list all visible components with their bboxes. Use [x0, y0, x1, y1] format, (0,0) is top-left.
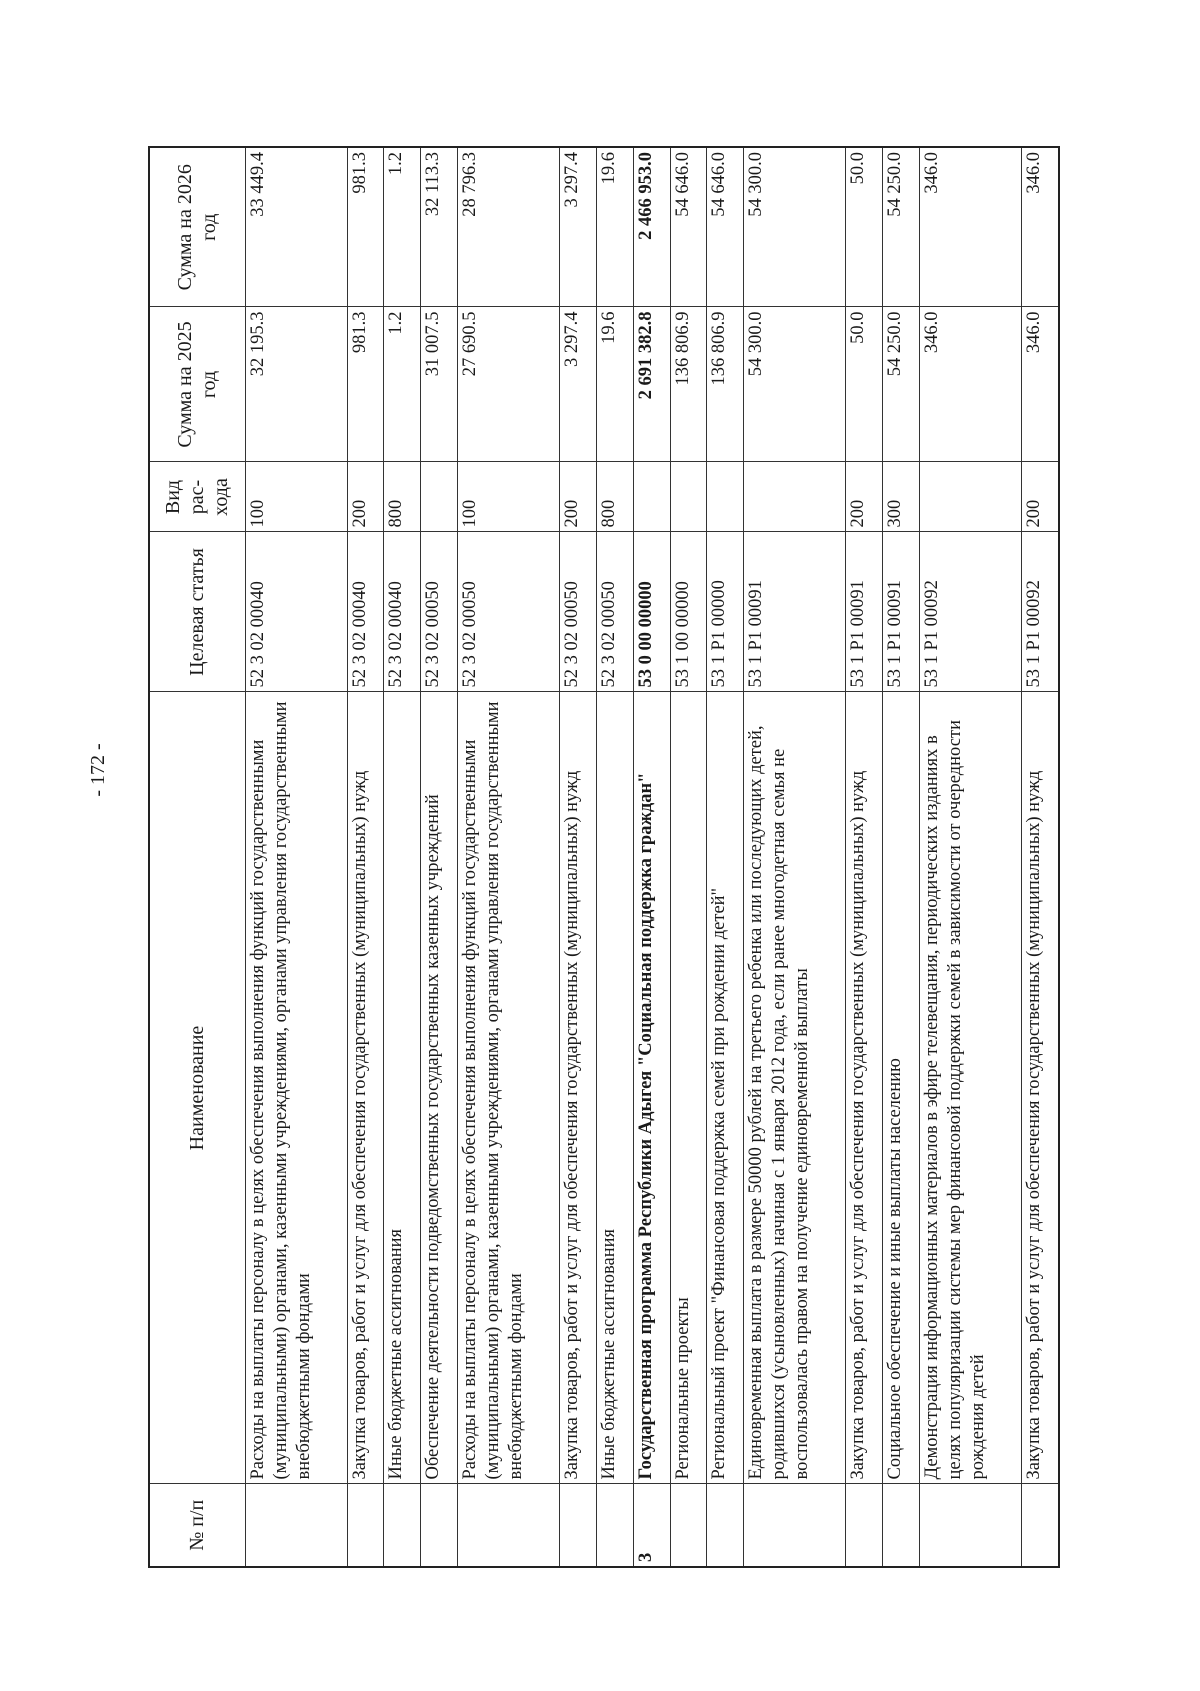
- cell-expense-kind: 200: [846, 462, 883, 532]
- cell-sum-2025: 27 690.5: [458, 307, 560, 462]
- cell-sum-2026: 19.6: [596, 147, 633, 307]
- cell-expense-kind: [421, 462, 458, 532]
- cell-number: [458, 1484, 560, 1567]
- cell-sum-2026: 54 646.0: [707, 147, 744, 307]
- cell-sum-2026: 54 646.0: [670, 147, 707, 307]
- cell-number: [707, 1484, 744, 1567]
- cell-name: Закупка товаров, работ и услуг для обеспечения государственных (муниципальных) нужд: [347, 692, 384, 1484]
- cell-number: [883, 1484, 920, 1567]
- cell-target-article: 52 3 02 00050: [421, 532, 458, 692]
- cell-sum-2025: 54 250.0: [883, 307, 920, 462]
- cell-expense-kind: [670, 462, 707, 532]
- cell-name: Единовременная выплата в размере 50000 рублей на третьего ребенка или последующих детей, родившихся (усыновленных) начиная с 1 января 2012 года, если ранее многодетная семья не воспользовалась правом на получение единовременной выплаты: [744, 692, 846, 1484]
- cell-name: Обеспечение деятельности подведомственных государственных казенных учреждений: [421, 692, 458, 1484]
- cell-sum-2026: 54 250.0: [883, 147, 920, 307]
- cell-target-article: 52 3 02 00050: [560, 532, 597, 692]
- table-row: [846, 147, 883, 1567]
- cell-name: Расходы на выплаты персоналу в целях обеспечения выполнения функций государственными (муниципальными) органами, казенными учреждениями, органами управления государственными внебюджетными фондами: [458, 692, 560, 1484]
- header-kind: Вид рас-хода: [149, 462, 245, 532]
- table-row: [707, 147, 744, 1567]
- cell-sum-2025: 2 691 382.8: [633, 307, 670, 462]
- cell-target-article: 53 1 Р1 00091: [846, 532, 883, 692]
- cell-name: Региональные проекты: [670, 692, 707, 1484]
- cell-target-article: 53 1 Р1 00000: [707, 532, 744, 692]
- cell-expense-kind: 200: [1021, 462, 1059, 532]
- header-sum-2025: Сумма на 2025 год: [149, 307, 245, 462]
- cell-expense-kind: 200: [560, 462, 597, 532]
- cell-target-article: 53 0 00 00000: [633, 532, 670, 692]
- cell-sum-2025: 31 007.5: [421, 307, 458, 462]
- budget-table: [148, 146, 1060, 1568]
- cell-sum-2025: 3 297.4: [560, 307, 597, 462]
- cell-sum-2025: 32 195.3: [245, 307, 347, 462]
- cell-sum-2025: 1.2: [384, 307, 421, 462]
- table-row: [421, 147, 458, 1567]
- cell-target-article: 53 1 Р1 00091: [744, 532, 846, 692]
- cell-number: [384, 1484, 421, 1567]
- header-name: Наименование: [149, 692, 245, 1484]
- cell-sum-2026: 54 300.0: [744, 147, 846, 307]
- cell-name: Закупка товаров, работ и услуг для обеспечения государственных (муниципальных) нужд: [846, 692, 883, 1484]
- cell-expense-kind: [744, 462, 846, 532]
- table-row: [744, 147, 846, 1567]
- cell-name: Региональный проект "Финансовая поддержка семей при рождении детей": [707, 692, 744, 1484]
- cell-name: Демонстрация информационных материалов в эфире телевещания, периодических изданиях в целях популяризации системы мер финансовой поддержки семей в зависимости от очередности рождения детей: [919, 692, 1021, 1484]
- header-sum-2026: Сумма на 2026 год: [149, 147, 245, 307]
- cell-number: [245, 1484, 347, 1567]
- cell-sum-2025: 981.3: [347, 307, 384, 462]
- cell-target-article: 53 1 00 00000: [670, 532, 707, 692]
- table-row: [560, 147, 597, 1567]
- table-row: [1021, 147, 1059, 1567]
- cell-sum-2025: 54 300.0: [744, 307, 846, 462]
- cell-sum-2025: 136 806.9: [670, 307, 707, 462]
- cell-target-article: 52 3 02 00040: [384, 532, 421, 692]
- cell-expense-kind: 200: [347, 462, 384, 532]
- table-body: [245, 147, 1059, 1567]
- cell-number: 3: [633, 1484, 670, 1567]
- cell-sum-2025: 346.0: [919, 307, 1021, 462]
- cell-expense-kind: [919, 462, 1021, 532]
- cell-sum-2026: 2 466 953.0: [633, 147, 670, 307]
- page-number: - 172 -: [87, 743, 109, 797]
- cell-target-article: 52 3 02 00050: [458, 532, 560, 692]
- cell-number: [421, 1484, 458, 1567]
- cell-name: Иные бюджетные ассигнования: [384, 692, 421, 1484]
- cell-expense-kind: 800: [596, 462, 633, 532]
- table-row: [670, 147, 707, 1567]
- cell-sum-2025: 136 806.9: [707, 307, 744, 462]
- cell-target-article: 53 1 Р1 00092: [1021, 532, 1059, 692]
- cell-expense-kind: 300: [883, 462, 920, 532]
- cell-number: [919, 1484, 1021, 1567]
- cell-sum-2026: 32 113.3: [421, 147, 458, 307]
- cell-sum-2026: 50.0: [846, 147, 883, 307]
- cell-number: [670, 1484, 707, 1567]
- cell-name: Расходы на выплаты персоналу в целях обеспечения выполнения функций государственными (муниципальными) органами, казенными учреждениями, органами управления государственными внебюджетными фондами: [245, 692, 347, 1484]
- cell-target-article: 52 3 02 00040: [245, 532, 347, 692]
- cell-number: [744, 1484, 846, 1567]
- cell-sum-2026: 28 796.3: [458, 147, 560, 307]
- table-row: [919, 147, 1021, 1567]
- header-code: Целевая статья: [149, 532, 245, 692]
- cell-sum-2025: 19.6: [596, 307, 633, 462]
- table-row: [883, 147, 920, 1567]
- cell-target-article: 53 1 Р1 00092: [919, 532, 1021, 692]
- cell-name: Закупка товаров, работ и услуг для обеспечения государственных (муниципальных) нужд: [560, 692, 597, 1484]
- cell-sum-2026: 1.2: [384, 147, 421, 307]
- cell-expense-kind: [707, 462, 744, 532]
- cell-number: [1021, 1484, 1059, 1567]
- table-container: [148, 148, 1060, 1568]
- cell-sum-2026: 346.0: [919, 147, 1021, 307]
- table-row: [347, 147, 384, 1567]
- cell-expense-kind: [633, 462, 670, 532]
- header-no: № п/п: [149, 1484, 245, 1567]
- cell-name: Иные бюджетные ассигнования: [596, 692, 633, 1484]
- cell-target-article: 53 1 Р1 00091: [883, 532, 920, 692]
- cell-number: [846, 1484, 883, 1567]
- table-row: [596, 147, 633, 1567]
- cell-target-article: 52 3 02 00040: [347, 532, 384, 692]
- cell-sum-2025: 50.0: [846, 307, 883, 462]
- cell-sum-2026: 346.0: [1021, 147, 1059, 307]
- cell-number: [347, 1484, 384, 1567]
- cell-target-article: 52 3 02 00050: [596, 532, 633, 692]
- table-row: [633, 147, 670, 1567]
- cell-sum-2025: 346.0: [1021, 307, 1059, 462]
- cell-name: Социальное обеспечение и иные выплаты населению: [883, 692, 920, 1484]
- cell-expense-kind: 100: [245, 462, 347, 532]
- cell-number: [560, 1484, 597, 1567]
- cell-sum-2026: 981.3: [347, 147, 384, 307]
- cell-expense-kind: 800: [384, 462, 421, 532]
- table-row: [384, 147, 421, 1567]
- cell-expense-kind: 100: [458, 462, 560, 532]
- cell-name: Государственная программа Республики Адыгея "Социальная поддержка граждан": [633, 692, 670, 1484]
- table-row: [245, 147, 347, 1567]
- cell-name: Закупка товаров, работ и услуг для обеспечения государственных (муниципальных) нужд: [1021, 692, 1059, 1484]
- table-row: [458, 147, 560, 1567]
- cell-sum-2026: 3 297.4: [560, 147, 597, 307]
- cell-sum-2026: 33 449.4: [245, 147, 347, 307]
- cell-number: [596, 1484, 633, 1567]
